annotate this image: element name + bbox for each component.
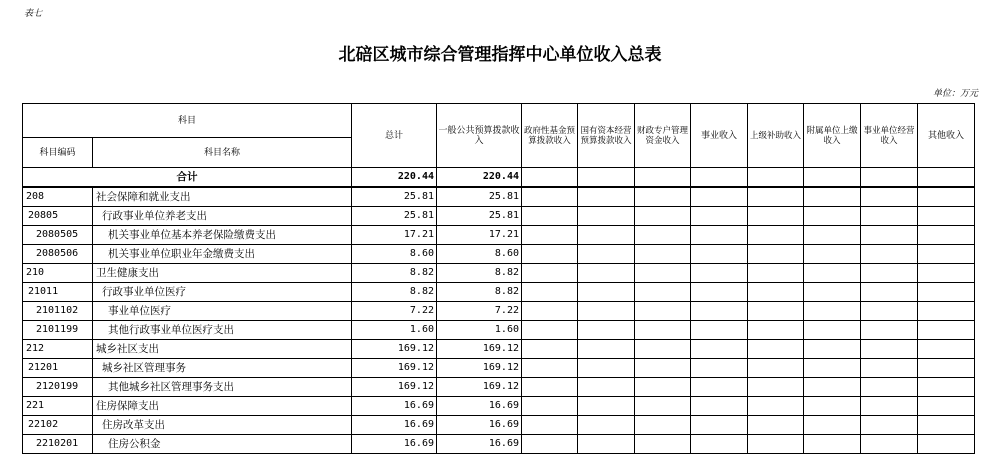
total-amount: 169.12 bbox=[352, 340, 437, 359]
empty-cell bbox=[578, 226, 635, 245]
general-budget-amount: 17.21 bbox=[437, 226, 522, 245]
total-amount: 1.60 bbox=[352, 321, 437, 340]
empty-cell bbox=[861, 187, 918, 207]
total-amount: 8.82 bbox=[352, 283, 437, 302]
empty-cell bbox=[691, 435, 748, 454]
table-row bbox=[23, 378, 975, 397]
subject-code: 2210201 bbox=[23, 435, 93, 454]
empty-cell bbox=[578, 264, 635, 283]
total-amount: 8.60 bbox=[352, 245, 437, 264]
empty-cell bbox=[578, 397, 635, 416]
empty-cell bbox=[578, 283, 635, 302]
table-row bbox=[23, 359, 975, 378]
empty-cell bbox=[804, 207, 861, 226]
empty-cell bbox=[918, 226, 975, 245]
empty-cell bbox=[918, 187, 975, 207]
empty-cell bbox=[804, 245, 861, 264]
total-value: 220.44 bbox=[352, 168, 437, 188]
general-budget-amount: 169.12 bbox=[437, 378, 522, 397]
table-row bbox=[23, 416, 975, 435]
empty-cell bbox=[748, 340, 804, 359]
general-budget-amount: 169.12 bbox=[437, 340, 522, 359]
header-general: 一般公共预算拨款收入 bbox=[437, 104, 522, 168]
subject-name: 城乡社区管理事务 bbox=[93, 359, 352, 378]
empty-cell bbox=[522, 359, 578, 378]
empty-cell bbox=[635, 187, 691, 207]
empty-cell bbox=[691, 378, 748, 397]
empty-cell bbox=[522, 416, 578, 435]
empty-cell bbox=[861, 168, 918, 188]
empty-cell bbox=[804, 359, 861, 378]
total-amount: 8.82 bbox=[352, 264, 437, 283]
subject-name: 机关事业单位基本养老保险缴费支出 bbox=[93, 226, 352, 245]
header-other: 其他收入 bbox=[918, 104, 975, 168]
empty-cell bbox=[522, 283, 578, 302]
empty-cell bbox=[804, 283, 861, 302]
empty-cell bbox=[861, 435, 918, 454]
empty-cell bbox=[635, 397, 691, 416]
empty-cell bbox=[748, 302, 804, 321]
total-amount: 25.81 bbox=[352, 207, 437, 226]
header-subject: 科目 bbox=[23, 104, 352, 138]
empty-cell bbox=[918, 245, 975, 264]
empty-cell bbox=[861, 302, 918, 321]
empty-cell bbox=[918, 378, 975, 397]
empty-cell bbox=[918, 168, 975, 188]
unit-label: 单位：万元 bbox=[932, 89, 978, 99]
general-budget-amount: 8.60 bbox=[437, 245, 522, 264]
table-number: 表七 bbox=[24, 9, 43, 19]
empty-cell bbox=[861, 264, 918, 283]
empty-cell bbox=[691, 321, 748, 340]
subject-code: 2080506 bbox=[23, 245, 93, 264]
table-row bbox=[23, 226, 975, 245]
general-budget-amount: 16.69 bbox=[437, 435, 522, 454]
empty-cell bbox=[861, 340, 918, 359]
subject-name: 社会保障和就业支出 bbox=[93, 187, 352, 207]
empty-cell bbox=[578, 359, 635, 378]
empty-cell bbox=[748, 283, 804, 302]
subject-name: 行政事业单位医疗 bbox=[93, 283, 352, 302]
empty-cell bbox=[804, 226, 861, 245]
empty-cell bbox=[691, 168, 748, 188]
empty-cell bbox=[861, 226, 918, 245]
empty-cell bbox=[804, 378, 861, 397]
empty-cell bbox=[522, 321, 578, 340]
empty-cell bbox=[691, 264, 748, 283]
header-fund: 政府性基金预算拨款收入 bbox=[522, 104, 578, 168]
subject-code: 2080505 bbox=[23, 226, 93, 245]
empty-cell bbox=[522, 245, 578, 264]
empty-cell bbox=[748, 187, 804, 207]
total-amount: 25.81 bbox=[352, 187, 437, 207]
empty-cell bbox=[635, 435, 691, 454]
empty-cell bbox=[861, 359, 918, 378]
header-affiliated: 附属单位上缴收入 bbox=[804, 104, 861, 168]
empty-cell bbox=[578, 340, 635, 359]
table-row bbox=[23, 264, 975, 283]
empty-cell bbox=[691, 187, 748, 207]
empty-cell bbox=[522, 207, 578, 226]
table-row bbox=[23, 340, 975, 359]
header-subsidy: 上级补助收入 bbox=[748, 104, 804, 168]
empty-cell bbox=[804, 416, 861, 435]
empty-cell bbox=[578, 302, 635, 321]
subject-code: 2101102 bbox=[23, 302, 93, 321]
empty-cell bbox=[691, 416, 748, 435]
subject-code: 22102 bbox=[23, 416, 93, 435]
empty-cell bbox=[635, 359, 691, 378]
empty-cell bbox=[804, 397, 861, 416]
empty-cell bbox=[861, 397, 918, 416]
general-budget-amount: 25.81 bbox=[437, 207, 522, 226]
subject-name: 城乡社区支出 bbox=[93, 340, 352, 359]
header-business: 事业收入 bbox=[691, 104, 748, 168]
subject-name: 卫生健康支出 bbox=[93, 264, 352, 283]
empty-cell bbox=[635, 226, 691, 245]
table-row bbox=[23, 302, 975, 321]
table-row bbox=[23, 397, 975, 416]
empty-cell bbox=[804, 321, 861, 340]
empty-cell bbox=[748, 359, 804, 378]
empty-cell bbox=[918, 283, 975, 302]
empty-cell bbox=[804, 302, 861, 321]
total-general: 220.44 bbox=[437, 168, 522, 188]
empty-cell bbox=[691, 340, 748, 359]
empty-cell bbox=[578, 416, 635, 435]
empty-cell bbox=[578, 435, 635, 454]
subject-name: 事业单位医疗 bbox=[93, 302, 352, 321]
empty-cell bbox=[748, 416, 804, 435]
empty-cell bbox=[918, 416, 975, 435]
empty-cell bbox=[635, 302, 691, 321]
empty-cell bbox=[918, 321, 975, 340]
empty-cell bbox=[522, 378, 578, 397]
empty-cell bbox=[804, 435, 861, 454]
header-special: 财政专户管理资金收入 bbox=[635, 104, 691, 168]
empty-cell bbox=[748, 321, 804, 340]
empty-cell bbox=[635, 283, 691, 302]
empty-cell bbox=[635, 321, 691, 340]
empty-cell bbox=[635, 207, 691, 226]
empty-cell bbox=[918, 435, 975, 454]
header-state-capital: 国有资本经营预算拨款收入 bbox=[578, 104, 635, 168]
empty-cell bbox=[691, 283, 748, 302]
empty-cell bbox=[918, 397, 975, 416]
empty-cell bbox=[578, 245, 635, 264]
empty-cell bbox=[578, 378, 635, 397]
empty-cell bbox=[804, 168, 861, 188]
general-budget-amount: 16.69 bbox=[437, 397, 522, 416]
empty-cell bbox=[748, 378, 804, 397]
header-name: 科目名称 bbox=[93, 138, 352, 168]
empty-cell bbox=[578, 207, 635, 226]
empty-cell bbox=[522, 264, 578, 283]
subject-name: 住房改革支出 bbox=[93, 416, 352, 435]
empty-cell bbox=[522, 435, 578, 454]
table-row bbox=[23, 207, 975, 226]
total-amount: 17.21 bbox=[352, 226, 437, 245]
empty-cell bbox=[861, 321, 918, 340]
empty-cell bbox=[804, 187, 861, 207]
empty-cell bbox=[691, 226, 748, 245]
general-budget-amount: 8.82 bbox=[437, 264, 522, 283]
subject-code: 21201 bbox=[23, 359, 93, 378]
empty-cell bbox=[578, 168, 635, 188]
empty-cell bbox=[748, 245, 804, 264]
table-row bbox=[23, 187, 975, 207]
empty-cell bbox=[522, 397, 578, 416]
empty-cell bbox=[635, 416, 691, 435]
total-amount: 16.69 bbox=[352, 435, 437, 454]
empty-cell bbox=[918, 340, 975, 359]
empty-cell bbox=[522, 340, 578, 359]
subject-name: 行政事业单位养老支出 bbox=[93, 207, 352, 226]
empty-cell bbox=[804, 340, 861, 359]
empty-cell bbox=[635, 340, 691, 359]
empty-cell bbox=[748, 264, 804, 283]
subject-code: 2120199 bbox=[23, 378, 93, 397]
page-title: 北碚区城市综合管理指挥中心单位收入总表 bbox=[338, 45, 662, 65]
subject-name: 住房保障支出 bbox=[93, 397, 352, 416]
subject-name: 机关事业单位职业年金缴费支出 bbox=[93, 245, 352, 264]
empty-cell bbox=[635, 245, 691, 264]
empty-cell bbox=[635, 378, 691, 397]
table-row bbox=[23, 245, 975, 264]
subject-code: 20805 bbox=[23, 207, 93, 226]
empty-cell bbox=[578, 321, 635, 340]
general-budget-amount: 7.22 bbox=[437, 302, 522, 321]
empty-cell bbox=[804, 264, 861, 283]
subject-code: 208 bbox=[23, 187, 93, 207]
general-budget-amount: 8.82 bbox=[437, 283, 522, 302]
empty-cell bbox=[861, 245, 918, 264]
empty-cell bbox=[691, 397, 748, 416]
empty-cell bbox=[691, 245, 748, 264]
empty-cell bbox=[918, 359, 975, 378]
empty-cell bbox=[861, 378, 918, 397]
total-amount: 7.22 bbox=[352, 302, 437, 321]
total-amount: 169.12 bbox=[352, 359, 437, 378]
empty-cell bbox=[861, 207, 918, 226]
subject-code: 221 bbox=[23, 397, 93, 416]
general-budget-amount: 169.12 bbox=[437, 359, 522, 378]
subject-code: 212 bbox=[23, 340, 93, 359]
empty-cell bbox=[861, 416, 918, 435]
empty-cell bbox=[918, 302, 975, 321]
total-row bbox=[23, 168, 975, 188]
empty-cell bbox=[635, 168, 691, 188]
empty-cell bbox=[691, 359, 748, 378]
empty-cell bbox=[861, 283, 918, 302]
empty-cell bbox=[748, 207, 804, 226]
total-amount: 169.12 bbox=[352, 378, 437, 397]
table-row bbox=[23, 283, 975, 302]
general-budget-amount: 16.69 bbox=[437, 416, 522, 435]
empty-cell bbox=[522, 168, 578, 188]
income-table bbox=[22, 103, 975, 454]
subject-name: 住房公积金 bbox=[93, 435, 352, 454]
empty-cell bbox=[578, 187, 635, 207]
subject-code: 210 bbox=[23, 264, 93, 283]
empty-cell bbox=[635, 264, 691, 283]
subject-name: 其他行政事业单位医疗支出 bbox=[93, 321, 352, 340]
total-amount: 16.69 bbox=[352, 416, 437, 435]
table-row bbox=[23, 435, 975, 454]
header-total: 总计 bbox=[352, 104, 437, 168]
empty-cell bbox=[748, 226, 804, 245]
empty-cell bbox=[522, 187, 578, 207]
empty-cell bbox=[522, 302, 578, 321]
total-label: 合计 bbox=[23, 168, 352, 188]
total-amount: 16.69 bbox=[352, 397, 437, 416]
table-row bbox=[23, 321, 975, 340]
subject-name: 其他城乡社区管理事务支出 bbox=[93, 378, 352, 397]
subject-code: 21011 bbox=[23, 283, 93, 302]
header-operation: 事业单位经营收入 bbox=[861, 104, 918, 168]
empty-cell bbox=[691, 207, 748, 226]
empty-cell bbox=[918, 264, 975, 283]
general-budget-amount: 25.81 bbox=[437, 187, 522, 207]
subject-code: 2101199 bbox=[23, 321, 93, 340]
empty-cell bbox=[748, 435, 804, 454]
empty-cell bbox=[691, 302, 748, 321]
empty-cell bbox=[748, 168, 804, 188]
header-code: 科目编码 bbox=[23, 138, 93, 168]
empty-cell bbox=[748, 397, 804, 416]
general-budget-amount: 1.60 bbox=[437, 321, 522, 340]
empty-cell bbox=[522, 226, 578, 245]
empty-cell bbox=[918, 207, 975, 226]
